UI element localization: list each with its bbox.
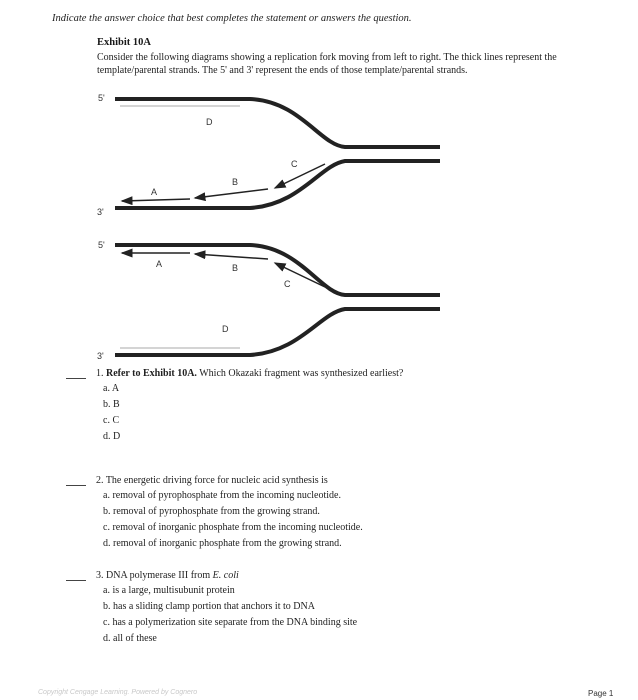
diagram1-label-a: A bbox=[151, 187, 158, 197]
question-1-option-d[interactable]: d. D bbox=[103, 431, 121, 442]
diagram2-label-d: D bbox=[222, 324, 229, 334]
diagram2-end-bottom: 3' bbox=[97, 351, 104, 361]
diagram1-label-d: D bbox=[206, 117, 213, 127]
question-2-option-b[interactable]: b. removal of pyrophosphate from the growing strand. bbox=[103, 506, 320, 517]
question-2-option-a[interactable]: a. removal of pyrophosphate from the incoming nucleotide. bbox=[103, 490, 341, 501]
diagram1-bottom-template-strand bbox=[115, 161, 440, 208]
question-3-option-d[interactable]: d. all of these bbox=[103, 633, 157, 644]
footer-copyright: Copyright Cengage Learning. Powered by Cognero bbox=[38, 689, 198, 696]
question-1-option-a[interactable]: a. A bbox=[103, 383, 120, 394]
question-3-option-c[interactable]: c. has a polymerization site separate from the DNA binding site bbox=[103, 617, 358, 628]
diagram1-label-b: B bbox=[232, 177, 239, 187]
question-3-stem: 3. DNA polymerase III from E. coli bbox=[96, 570, 239, 581]
diagram2-label-a: A bbox=[156, 259, 163, 269]
exhibit-description: Consider the following diagrams showing a replication fork moving from left to right. The thick lines represent the template/parental strands. The 5' and 3' represent the ends of those template/parental strands. bbox=[97, 52, 557, 76]
diagram2-label-b: B bbox=[232, 263, 239, 273]
answer-blank-2[interactable] bbox=[66, 475, 86, 486]
diagram1-fragment-a bbox=[122, 199, 190, 201]
question-1-option-c[interactable]: c. C bbox=[103, 415, 120, 426]
diagram1-end-top: 5' bbox=[98, 93, 105, 103]
question-2-stem: 2. The energetic driving force for nucleic acid synthesis is bbox=[96, 475, 328, 486]
replication-fork-diagram-1 bbox=[0, 85, 638, 225]
question-2-option-d[interactable]: d. removal of inorganic phosphate from the growing strand. bbox=[103, 538, 342, 549]
replication-fork-diagram-2 bbox=[0, 235, 638, 365]
diagram2-label-c: C bbox=[284, 279, 291, 289]
answer-blank-3[interactable] bbox=[66, 570, 86, 581]
question-3-option-a[interactable]: a. is a large, multisubunit protein bbox=[103, 585, 235, 596]
page-number: Page 1 bbox=[588, 689, 614, 698]
question-2-option-c[interactable]: c. removal of inorganic phosphate from the incoming nucleotide. bbox=[103, 522, 363, 533]
diagram2-end-top: 5' bbox=[98, 240, 105, 250]
question-1-stem: 1. Refer to Exhibit 10A. Which Okazaki fragment was synthesized earliest? bbox=[96, 368, 404, 379]
question-1-option-b[interactable]: b. B bbox=[103, 399, 120, 410]
instructions: Indicate the answer choice that best completes the statement or answers the question. bbox=[52, 13, 412, 24]
diagram1-fragment-b bbox=[195, 189, 268, 198]
diagram2-fragment-b bbox=[195, 254, 268, 259]
exhibit-title: Exhibit 10A bbox=[97, 37, 151, 48]
diagram1-label-c: C bbox=[291, 159, 298, 169]
diagram1-end-bottom: 3' bbox=[97, 207, 104, 217]
answer-blank-1[interactable] bbox=[66, 368, 86, 379]
question-3-option-b[interactable]: b. has a sliding clamp portion that anchors it to DNA bbox=[103, 601, 315, 612]
